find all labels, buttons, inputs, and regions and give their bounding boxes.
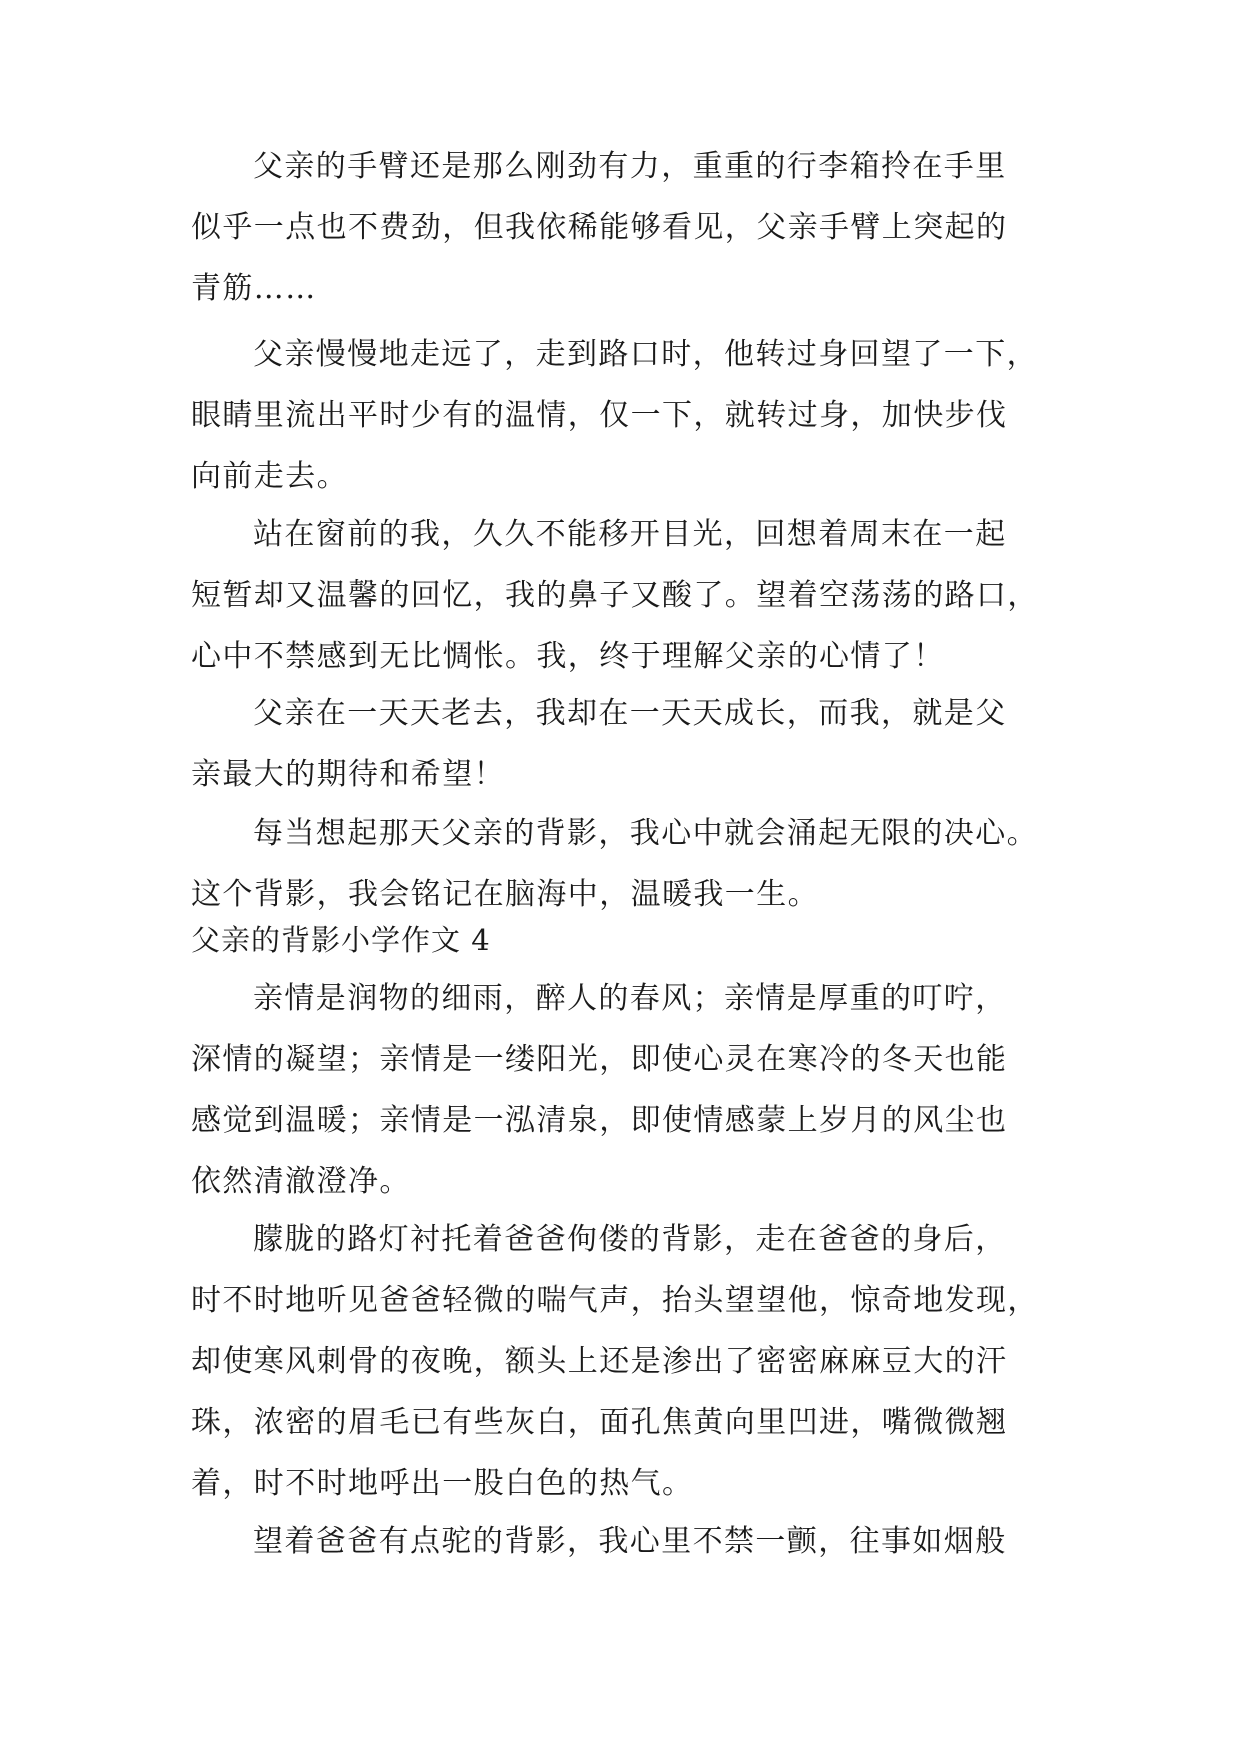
text-line: 感觉到温暖；亲情是一泓清泉，即使情感蒙上岁月的风尘也	[191, 1103, 1008, 1138]
heading-line: 父亲的背影小学作文 4	[191, 923, 491, 957]
paragraph-6	[191, 968, 1071, 1212]
text-line: 短暂却又温馨的回忆，我的鼻子又酸了。望着空荡荡的路口，	[191, 578, 1039, 613]
text-line: 父亲慢慢地走远了，走到路口时，他转过身回望了一下，	[253, 337, 1038, 372]
paragraph-7	[191, 1209, 1071, 1514]
paragraph-1	[191, 136, 1071, 319]
text-line: 向前走去。	[191, 459, 348, 494]
text-line: 依然清澈澄净。	[191, 1164, 411, 1199]
text-line: 这个背影，我会铭记在脑海中，温暖我一生。	[191, 877, 819, 912]
paragraph-3	[191, 504, 1071, 687]
text-line: 亲最大的期待和希望！	[191, 757, 505, 792]
text-line: 却使寒风刺骨的夜晚，额头上还是渗出了密密麻麻豆大的汗	[191, 1344, 1008, 1379]
section-heading	[191, 910, 1071, 971]
text-line: 青筋……	[191, 271, 317, 306]
text-line: 心中不禁感到无比惆怅。我，终于理解父亲的心情了！	[191, 639, 945, 674]
paragraph-5	[191, 803, 1071, 925]
text-line: 父亲的手臂还是那么刚劲有力，重重的行李箱拎在手里	[253, 149, 1007, 184]
text-line: 望着爸爸有点驼的背影，我心里不禁一颤，往事如烟般	[253, 1524, 1007, 1559]
text-line: 眼睛里流出平时少有的温情，仅一下，就转过身，加快步伐	[191, 398, 1008, 433]
text-line: 父亲在一天天老去，我却在一天天成长，而我，就是父	[253, 696, 1007, 731]
paragraph-2	[191, 324, 1071, 507]
text-line: 朦胧的路灯衬托着爸爸佝偻的背影，走在爸爸的身后，	[253, 1222, 1007, 1257]
paragraph-8	[191, 1511, 1071, 1572]
text-line: 深情的凝望；亲情是一缕阳光，即使心灵在寒冷的冬天也能	[191, 1042, 1008, 1077]
text-line: 亲情是润物的细雨，醉人的春风；亲情是厚重的叮咛，	[253, 981, 1007, 1016]
text-line: 似乎一点也不费劲，但我依稀能够看见，父亲手臂上突起的	[191, 210, 1008, 245]
paragraph-4	[191, 683, 1071, 805]
text-line: 珠，浓密的眉毛已有些灰白，面孔焦黄向里凹进，嘴微微翘	[191, 1405, 1008, 1440]
text-line: 站在窗前的我，久久不能移开目光，回想着周末在一起	[253, 517, 1007, 552]
text-line: 每当想起那天父亲的背影，我心中就会涌起无限的决心。	[253, 816, 1038, 851]
text-line: 时不时地听见爸爸轻微的喘气声，抬头望望他，惊奇地发现，	[191, 1283, 1039, 1318]
text-line: 着，时不时地呼出一股白色的热气。	[191, 1466, 694, 1501]
